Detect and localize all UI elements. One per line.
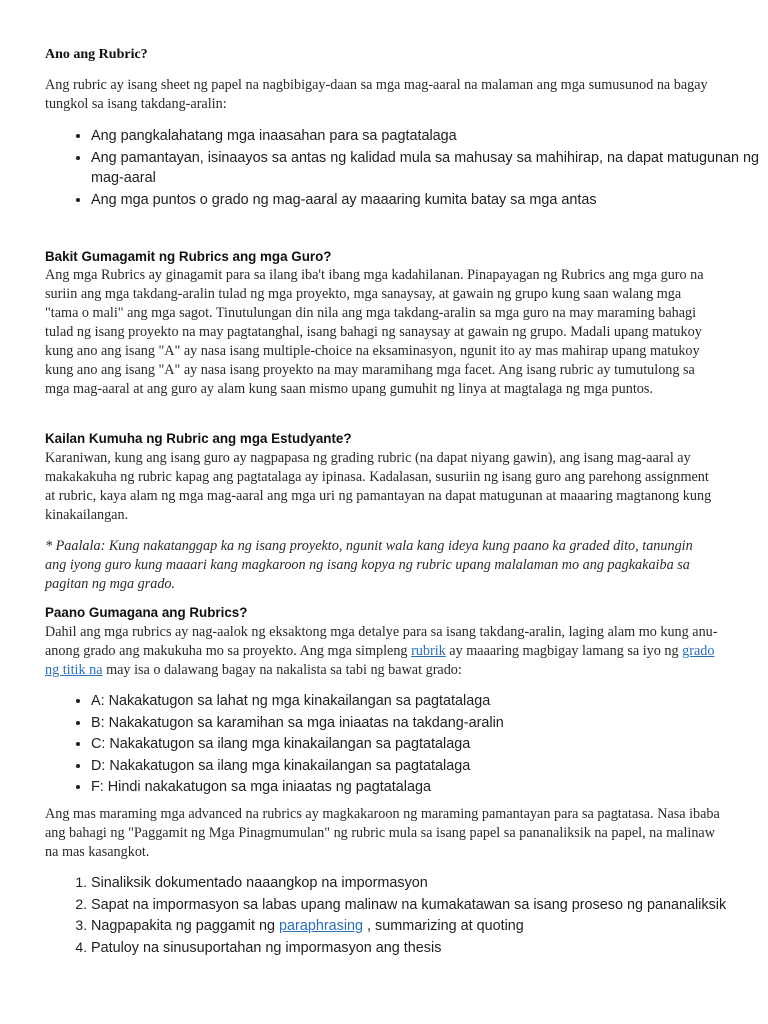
sources-numbered-list xyxy=(45,872,768,958)
numbered-item-2: 2. Sapat na impormasyon sa labas upang malinaw na kumakatawan sa isang proseso ng pananaliksik xyxy=(91,894,768,916)
numbered-item-4: 4. Patuloy na sinusuportahan ng impormasyon ang thesis xyxy=(91,937,768,959)
paalala-note: * Paalala: Kung nakatanggap ka ng isang proyekto, ngunit wala kang ideya kung paano ka graded dito, tanungin ang iyong guro kung maaari kang magkaroon ng isang kopya ng rubric upang malalaman mo ang pagkakaiba sa pagitan ng mga grado. xyxy=(45,538,693,592)
bakit-paragraph: Ang mga Rubrics ay ginagamit para sa ilang iba't ibang mga kadahilanan. Pinapayagan ng Rubrics ang mga guro na suriin ang mga takdang-aralin tulad ng mga proyekto, mga sanaysay, at gawain ng grupo kung saan walang mga "tama o mali" ang mga sagot. Tinutulungan din nila ang mga takdang-aralin sa mga guro na may maraming bahagi tulad ng isang proyekto na may pagtatanghal, isang bahagi ng sanaysay at gawain ng grupo. Madali upang matukoy kung ano ang isang "A" ay nasa isang multiple-choice na eksaminasyon, ngunit ito ay mas mahirap upang matukoy kung ano ang isang "A" ay nasa isang proyekto na may maramihang mga facet. Ang isang rubric ay tumutulong sa mga mag-aaral at ang guro ay alam kung saan mismo upang gumuhit ng linya at magtalaga ng mga puntos. xyxy=(45,267,704,397)
paraphrasing-link[interactable]: paraphrasing xyxy=(279,918,364,934)
numbered-item-1: 1. Sinaliksik dokumentado naaangkop na impormasyon xyxy=(91,872,768,894)
heading-ano-ang-rubric: Ano ang Rubric? xyxy=(45,47,148,62)
list-item: • Ang pamantayan, isinaayos sa antas ng kalidad mula sa mahusay sa mahihirap, na dapat matugunan ng mag-aaral xyxy=(91,147,768,189)
rubric-bullet-list xyxy=(45,125,768,210)
heading-kailan-kumuha: Kailan Kumuha ng Rubric ang mga Estudyante? xyxy=(45,431,352,446)
list-item: • Ang pangkalahatang mga inaasahan para sa pagtatalaga xyxy=(91,125,768,147)
heading-bakit-gumagamit: Bakit Gumagamit ng Rubrics ang mga Guro? xyxy=(45,249,332,264)
heading-paano-gumagana: Paano Gumagana ang Rubrics? xyxy=(45,605,248,620)
numbered-item-3-post: , summarizing at quoting xyxy=(363,918,524,934)
numbered-item-3 xyxy=(91,915,768,937)
intro-paragraph: Ang rubric ay isang sheet ng papel na nagbibigay-daan sa mga mag-aaral na malaman ang mga sumusunod na bagay tungkol sa isang takdang-aralin: xyxy=(45,77,708,112)
grade-item-b: • B: Nakakatugon sa karamihan sa mga iniaatas na takdang-aralin xyxy=(91,712,768,734)
grade-bullet-list xyxy=(45,690,768,798)
rubrik-link[interactable]: rubrik xyxy=(411,643,446,659)
list-item: • Ang mga puntos o grado ng mag-aaral ay maaaring kumita batay sa mga antas xyxy=(91,189,768,211)
paano-paragraph xyxy=(45,623,725,680)
advanced-rubrics-paragraph: Ang mas maraming mga advanced na rubrics ay magkakaroon ng maraming pamantayan para sa pagtatasa. Nasa ibaba ang bahagi ng "Paggamit ng Mga Pinagmumulan" ng rubric mula sa isang papel sa pananaliksik na papel, na malinaw na mas kasangkot. xyxy=(45,806,720,860)
kailan-paragraph: Karaniwan, kung ang isang guro ay nagpapasa ng grading rubric (na dapat niyang gawin), ang isang mag-aaral ay makakakuha ng rubric kapag ang pagtatalaga ay ipinasa. Kadalasan, susuriin ng isang guro ang parehong assignment at rubric, kaya alam ng mga mag-aaral ang mga uri ng pamantayan na dapat matugunan at maaaring magtanong kung kinakailangan. xyxy=(45,450,712,523)
grade-item-d: • D: Nakakatugon sa ilang mga kinakailangan sa pagtatalaga xyxy=(91,755,768,777)
paano-text-c: may isa o dalawang bagay na nakalista sa tabi ng bawat grado: xyxy=(102,662,462,678)
numbered-item-3-pre: Nagpapakita ng paggamit ng xyxy=(91,918,280,934)
paano-text-a: Dahil ang mga rubrics ay nag-aalok ng eksaktong mga detalye para sa isang takdang-aralin, laging alam mo kung anu-anong grado ang makukuha mo sa proyekto. Ang mga simpleng xyxy=(45,624,718,659)
grade-item-c: • C: Nakakatugon sa ilang mga kinakailangan sa pagtatalaga xyxy=(91,733,768,755)
grade-item-a: • A: Nakakatugon sa lahat ng mga kinakailangan sa pagtatalaga xyxy=(91,690,768,712)
grade-item-f: • F: Hindi nakakatugon sa mga iniaatas ng pagtatalaga xyxy=(91,776,768,798)
grado-ng-titik-link[interactable]: grado ng titik na xyxy=(45,643,715,678)
paano-text-b: ay maaaring magbigay lamang sa iyo ng xyxy=(445,643,683,659)
